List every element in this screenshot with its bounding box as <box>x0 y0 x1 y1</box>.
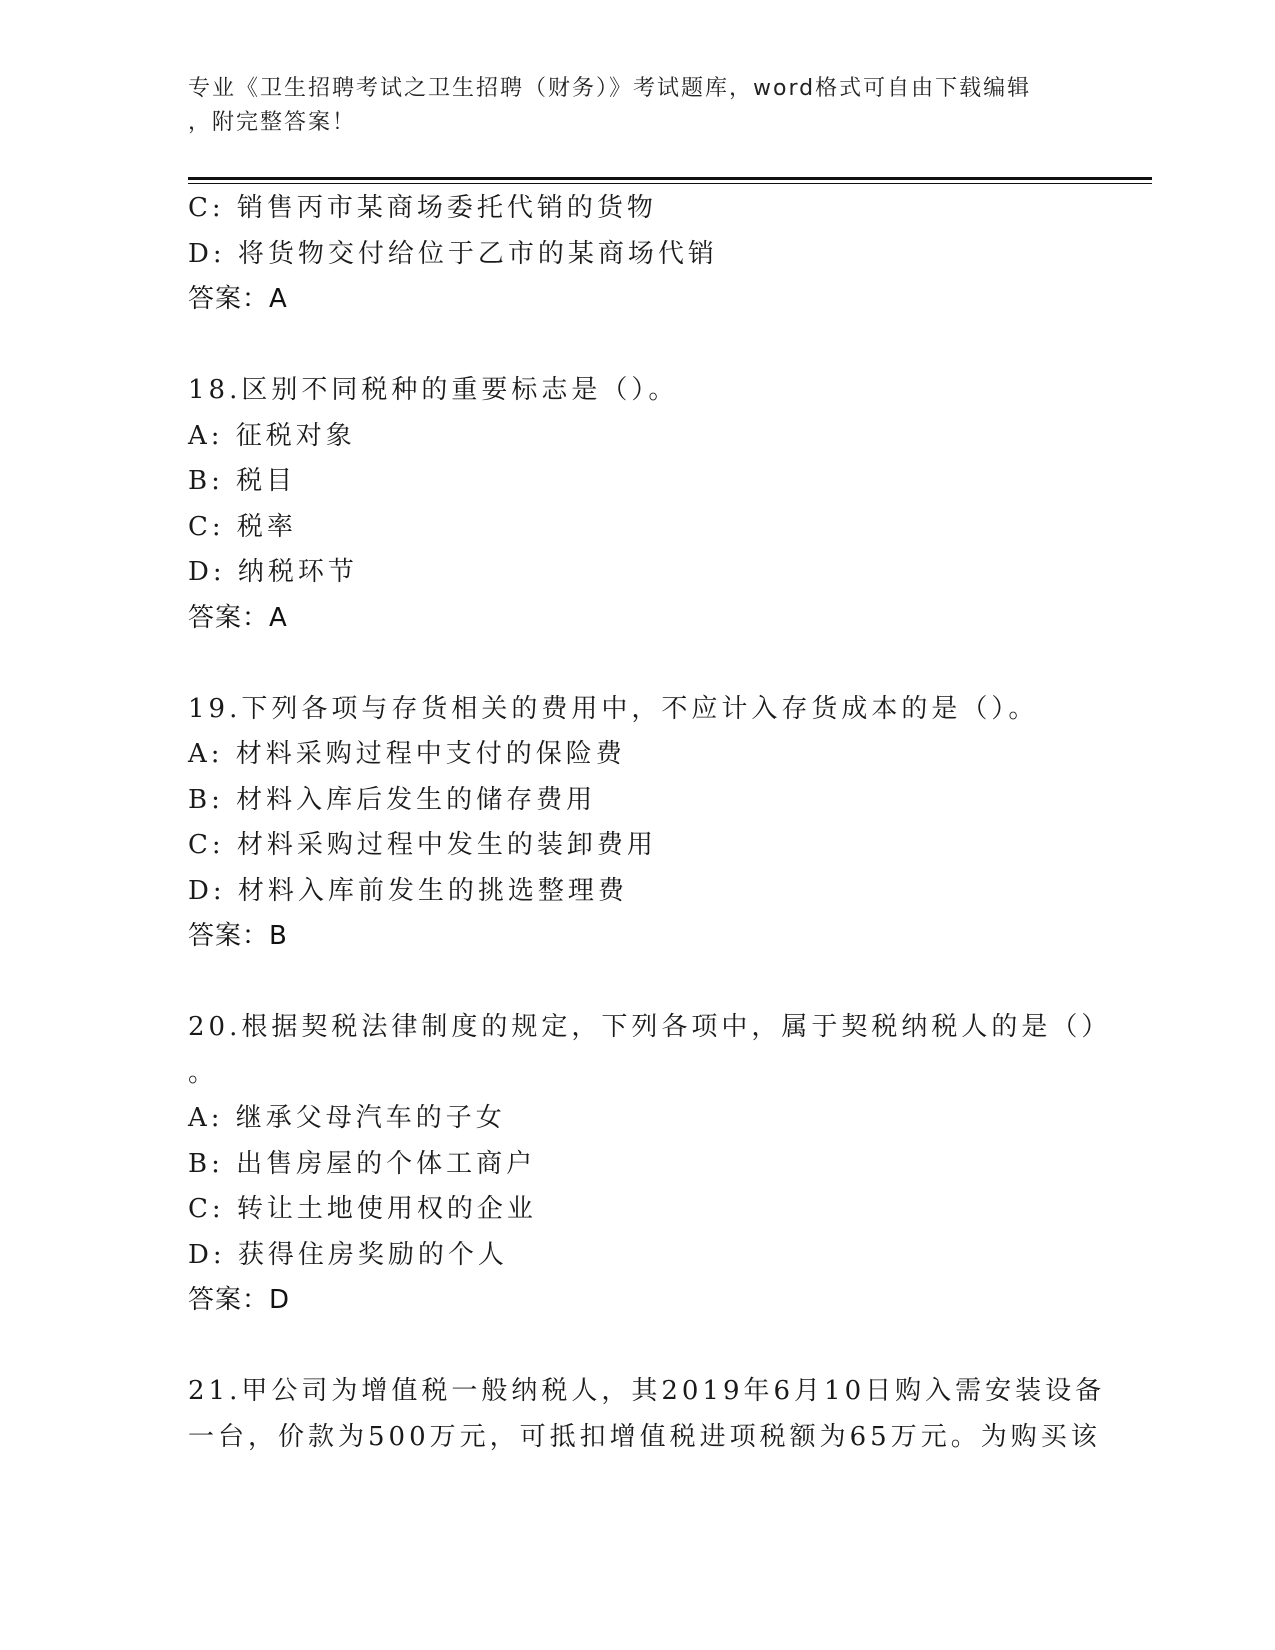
question-17-fragment <box>188 186 1108 323</box>
option-d: D: 将货物交付给位于乙市的某商场代销 <box>188 238 718 269</box>
option-c: C: 销售丙市某商场委托代销的货物 <box>188 193 657 223</box>
option-d: D: 纳税环节 <box>188 557 358 587</box>
question-stem-continued: 一台，价款为500万元，可抵扣增值税进项税额为65万元。为购买该 <box>188 1421 1101 1452</box>
spacer <box>188 1324 1108 1370</box>
option-c: C: 材料采购过程中发生的装卸费用 <box>188 830 657 860</box>
option-a: A: 征税对象 <box>188 420 356 451</box>
question-21 <box>188 1369 1108 1460</box>
option-c: C: 转让土地使用权的企业 <box>188 1194 537 1224</box>
question-20 <box>188 1005 1112 1324</box>
answer: 答案：B <box>188 921 288 951</box>
option-d: D: 获得住房奖励的个人 <box>188 1239 508 1270</box>
header-rule-thick <box>188 177 1152 180</box>
option-c: C: 税率 <box>188 511 297 542</box>
answer: 答案：A <box>188 284 288 314</box>
question-stem-continued: 。 <box>188 1057 219 1088</box>
question-18 <box>188 368 1108 641</box>
option-b: B: 材料入库后发生的储存费用 <box>188 784 597 815</box>
document-header <box>188 72 1088 140</box>
header-line-1: 专业《卫生招聘考试之卫生招聘（财务）》考试题库，word格式可自由下载编辑 <box>188 76 1032 101</box>
option-a: A: 继承父母汽车的子女 <box>188 1103 506 1133</box>
option-d: D: 材料入库前发生的挑选整理费 <box>188 875 628 906</box>
spacer <box>188 323 1108 369</box>
question-stem: 20.根据契税法律制度的规定，下列各项中，属于契税纳税人的是（） <box>188 1012 1112 1042</box>
question-stem: 19.下列各项与存货相关的费用中，不应计入存货成本的是（）。 <box>188 693 1039 724</box>
question-stem: 18.区别不同税种的重要标志是（）。 <box>188 375 679 405</box>
question-stem: 21.甲公司为增值税一般纳税人，其2019年6月10日购入需安装设备 <box>188 1376 1106 1406</box>
option-a: A: 材料采购过程中支付的保险费 <box>188 739 626 769</box>
spacer <box>188 641 1108 687</box>
answer: 答案：A <box>188 602 288 633</box>
question-content <box>188 186 1112 1460</box>
option-b: B: 出售房屋的个体工商户 <box>188 1148 537 1179</box>
question-19 <box>188 687 1108 960</box>
option-b: B: 税目 <box>188 466 297 496</box>
header-rule-thin <box>188 183 1152 184</box>
spacer <box>188 960 1108 1006</box>
header-line-2: ，附完整答案！ <box>188 110 357 135</box>
answer: 答案：D <box>188 1285 291 1315</box>
